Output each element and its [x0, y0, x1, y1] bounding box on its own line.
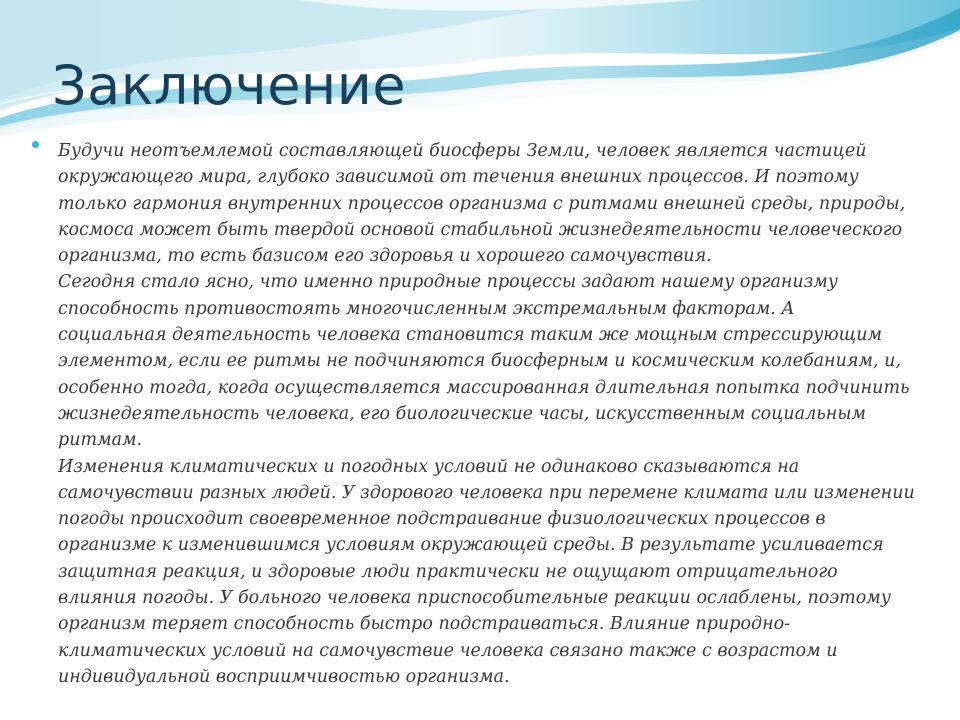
text-line: индивидуальной восприимчивостью организма.: [58, 666, 510, 687]
text-line: элементом, если ее ритмы не подчиняются биосферным и космическим колебаниям, и,: [58, 351, 901, 372]
text-line: способность противостоять многочисленным экстремальным факторам. А: [58, 298, 795, 319]
text-line: климатических условий на самочувствие человека связано также с возрастом и: [58, 640, 838, 661]
text-line: организме к изменившимся условиям окружающей среды. В результате усиливается: [58, 535, 884, 556]
text-line: организма, то есть базисом его здоровья и хорошего самочувствия.: [58, 246, 712, 267]
text-line: влияния погоды. У больного человека приспособительные реакции ослаблены, поэтому: [58, 588, 891, 609]
text-line: самочувствии разных людей. У здорового человека при перемене климата или изменении: [58, 482, 915, 503]
text-line: защитная реакция, и здоровые люди практически не ощущают отрицательного: [58, 561, 838, 582]
bullet-dot-icon: [32, 141, 39, 148]
slide-title: Заключение: [52, 54, 407, 117]
text-line: ритмам.: [58, 430, 143, 451]
text-line: погоды происходит своевременное подстраивание физиологических процессов в: [58, 509, 826, 530]
text-line: особенно тогда, когда осуществляется массированная длительная попытка подчинить: [58, 377, 910, 398]
slide-content: [28, 138, 932, 690]
text-line: окружающего мира, глубоко зависимой от течения внешних процессов. И поэтому: [58, 167, 859, 188]
text-line: социальная деятельность человека становится таким же мощным стрессирующим: [58, 325, 882, 346]
text-line: только гармония внутренних процессов организма с ритмами внешней среды, природы,: [58, 193, 906, 214]
text-line: Изменения климатических и погодных условий не одинаково сказываются на: [58, 456, 800, 477]
text-line: космоса может быть твердой основой стабильной жизнедеятельности человеческого: [58, 219, 903, 240]
text-line: организм теряет способность быстро подстраиваться. Влияние природно-: [58, 614, 791, 635]
body-text: [58, 138, 932, 690]
text-line: Будучи неотъемлемой составляющей биосферы Земли, человек является частицей: [58, 141, 867, 161]
text-line: Сегодня стало ясно, что именно природные процессы задают нашему организму: [58, 272, 838, 293]
text-line: жизнедеятельность человека, его биологические часы, искусственным социальным: [58, 403, 867, 424]
